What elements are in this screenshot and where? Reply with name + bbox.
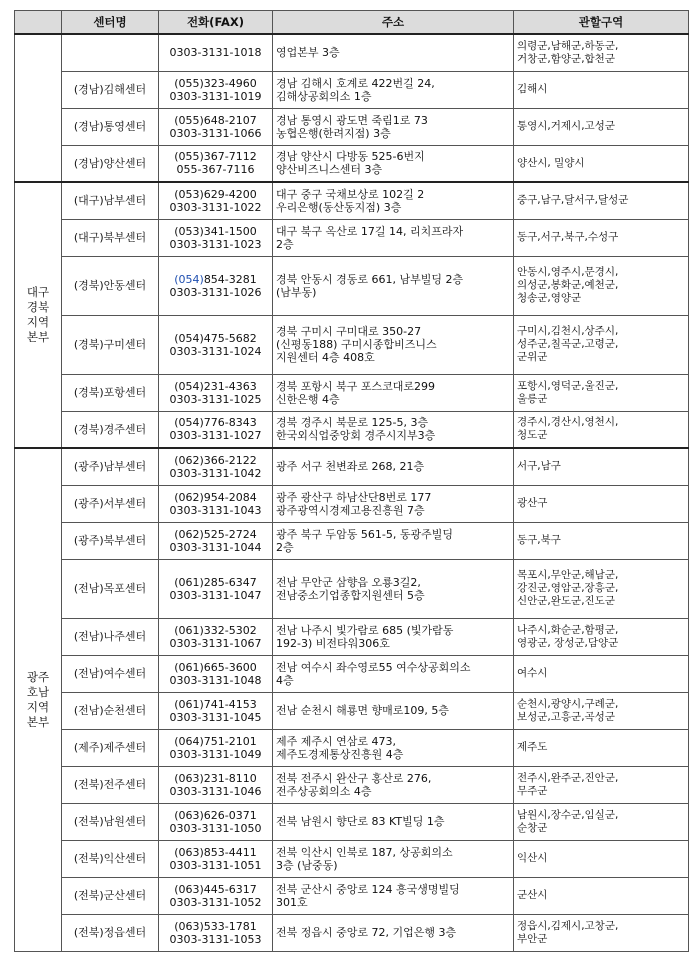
phone-number: (063)626-0371 bbox=[174, 808, 257, 822]
header-jurisdiction: 관할구역 bbox=[514, 11, 689, 35]
phone-line bbox=[162, 46, 269, 59]
phone-line bbox=[162, 454, 269, 467]
phone-cell bbox=[159, 559, 273, 618]
fax-number: 0303-3131-1042 bbox=[169, 466, 262, 480]
address-cell: 전남 무안군 삼향읍 오룡3길2, 전남중소기업종합지원센터 5층 bbox=[273, 559, 514, 618]
address-cell: 경북 경주시 북문로 125-5, 3층 한국외식업중앙회 경주시지부3층 bbox=[273, 411, 514, 448]
fax-number: 0303-3131-1049 bbox=[169, 747, 262, 761]
center-name-cell: (광주)서부센터 bbox=[62, 485, 159, 522]
phone-line bbox=[162, 698, 269, 711]
table-row bbox=[15, 256, 689, 315]
table-row bbox=[15, 655, 689, 692]
fax-number: 0303-3131-1026 bbox=[169, 285, 262, 299]
fax-number: 0303-3131-1019 bbox=[169, 89, 262, 103]
jurisdiction-cell: 김해시 bbox=[514, 71, 689, 108]
jurisdiction-cell: 군산시 bbox=[514, 877, 689, 914]
phone-number: (063)445-6317 bbox=[174, 882, 257, 896]
phone-number: (054)475-5682 bbox=[174, 331, 257, 345]
address-cell: 경남 양산시 다방동 525-6번지 양산비즈니스센터 3층 bbox=[273, 145, 514, 182]
phone-number: (053)341-1500 bbox=[174, 224, 257, 238]
table-row bbox=[15, 374, 689, 411]
center-name-cell: (경북)포항센터 bbox=[62, 374, 159, 411]
phone-cell bbox=[159, 803, 273, 840]
table-row bbox=[15, 145, 689, 182]
phone-line bbox=[162, 576, 269, 589]
phone-cell bbox=[159, 315, 273, 374]
phone-line bbox=[162, 380, 269, 393]
phone-line bbox=[162, 332, 269, 345]
center-name-cell: (전남)나주센터 bbox=[62, 618, 159, 655]
jurisdiction-cell: 익산시 bbox=[514, 840, 689, 877]
phone-line bbox=[162, 846, 269, 859]
phone-cell bbox=[159, 34, 273, 71]
phone-cell bbox=[159, 729, 273, 766]
table-row bbox=[15, 914, 689, 951]
address-cell: 경북 구미시 구미대로 350-27 (신평동188) 구미시종합비즈니스 지원센터 4층 408호 bbox=[273, 315, 514, 374]
fax-number: 0303-3131-1045 bbox=[169, 710, 262, 724]
table-row bbox=[15, 71, 689, 108]
fax-number: 0303-3131-1046 bbox=[169, 784, 262, 798]
fax-number: 0303-3131-1024 bbox=[169, 344, 262, 358]
fax-number: 0303-3131-1048 bbox=[169, 673, 262, 687]
phone-number: (055)323-4960 bbox=[174, 76, 257, 90]
center-name-cell: (광주)북부센터 bbox=[62, 522, 159, 559]
phone-number: (053)629-4200 bbox=[174, 187, 257, 201]
phone-cell bbox=[159, 655, 273, 692]
jurisdiction-cell: 경주시,경산시,영천시, 청도군 bbox=[514, 411, 689, 448]
address-cell: 전남 나주시 빛가람로 685 (빛가람동 192-3) 비전타워306호 bbox=[273, 618, 514, 655]
address-cell: 전북 정읍시 중앙로 72, 기업은행 3층 bbox=[273, 914, 514, 951]
table-row bbox=[15, 315, 689, 374]
address-cell: 대구 중구 국채보상로 102길 2 우리은행(동산동지점) 3층 bbox=[273, 182, 514, 219]
address-cell: 전북 전주시 완산구 홍산로 276, 전주상공회의소 4층 bbox=[273, 766, 514, 803]
region-cell bbox=[15, 34, 62, 182]
table-body bbox=[15, 34, 689, 951]
center-name-cell: (전남)목포센터 bbox=[62, 559, 159, 618]
phone-cell bbox=[159, 522, 273, 559]
jurisdiction-cell: 동구,북구 bbox=[514, 522, 689, 559]
center-name-cell: (경남)양산센터 bbox=[62, 145, 159, 182]
phone-number: (054)231-4363 bbox=[174, 379, 257, 393]
phone-line bbox=[162, 528, 269, 541]
table-row bbox=[15, 559, 689, 618]
phone-line bbox=[162, 77, 269, 90]
phone-cell bbox=[159, 108, 273, 145]
address-cell: 경남 통영시 광도면 죽림1로 73 농협은행(한려지점) 3층 bbox=[273, 108, 514, 145]
address-cell: 전남 순천시 해룡면 향매로109, 5층 bbox=[273, 692, 514, 729]
table-row bbox=[15, 618, 689, 655]
jurisdiction-cell: 순천시,광양시,구례군, 보성군,고흥군,곡성군 bbox=[514, 692, 689, 729]
header-region bbox=[15, 11, 62, 35]
jurisdiction-cell: 정읍시,김제시,고창군, 부안군 bbox=[514, 914, 689, 951]
phone-line bbox=[162, 920, 269, 933]
header-center: 센터명 bbox=[62, 11, 159, 35]
jurisdiction-cell: 포항시,영덕군,울진군, 울릉군 bbox=[514, 374, 689, 411]
phone-line bbox=[162, 225, 269, 238]
fax-number: 0303-3131-1044 bbox=[169, 540, 262, 554]
address-cell: 경남 김해시 호계로 422번길 24, 김해상공회의소 1층 bbox=[273, 71, 514, 108]
address-cell: 전북 남원시 향단로 83 KT빌딩 1층 bbox=[273, 803, 514, 840]
phone-line bbox=[162, 114, 269, 127]
phone-number: (054)776-8343 bbox=[174, 416, 257, 430]
table-row bbox=[15, 411, 689, 448]
center-name-cell: (제주)제주센터 bbox=[62, 729, 159, 766]
jurisdiction-cell: 안동시,영주시,문경시, 의성군,봉화군,예천군, 청송군,영양군 bbox=[514, 256, 689, 315]
jurisdiction-cell: 통영시,거제시,고성군 bbox=[514, 108, 689, 145]
table-row bbox=[15, 108, 689, 145]
fax-number: 0303-3131-1066 bbox=[169, 126, 262, 140]
phone-number: (061)741-4153 bbox=[174, 697, 257, 711]
phone-number: (061)332-5302 bbox=[174, 623, 257, 637]
phone-line bbox=[162, 273, 269, 286]
table-row bbox=[15, 219, 689, 256]
phone-number: (055)367-7112 bbox=[174, 150, 257, 164]
fax-number: 0303-3131-1043 bbox=[169, 503, 262, 517]
phone-area-code-link[interactable]: (054) bbox=[174, 272, 204, 286]
fax-number: 0303-3131-1050 bbox=[169, 821, 262, 835]
fax-number: 0303-3131-1052 bbox=[169, 895, 262, 909]
phone-number: (062)954-2084 bbox=[174, 490, 257, 504]
jurisdiction-cell: 구미시,김천시,상주시, 성주군,칠곡군,고령군, 군위군 bbox=[514, 315, 689, 374]
address-cell: 광주 서구 천변좌로 268, 21층 bbox=[273, 448, 514, 485]
fax-number: 0303-3131-1027 bbox=[169, 429, 262, 443]
table-row bbox=[15, 840, 689, 877]
phone-line bbox=[162, 735, 269, 748]
header-address: 주소 bbox=[273, 11, 514, 35]
phone-cell bbox=[159, 182, 273, 219]
fax-number: 0303-3131-1051 bbox=[169, 858, 262, 872]
phone-number: (063)533-1781 bbox=[174, 919, 257, 933]
phone-line bbox=[162, 188, 269, 201]
phone-line bbox=[162, 491, 269, 504]
address-cell: 광주 북구 두암동 561-5, 동광주빌딩 2층 bbox=[273, 522, 514, 559]
phone-cell bbox=[159, 145, 273, 182]
table-row bbox=[15, 766, 689, 803]
phone-cell bbox=[159, 914, 273, 951]
table-header bbox=[15, 11, 689, 35]
center-directory bbox=[14, 10, 688, 952]
jurisdiction-cell: 나주시,화순군,함평군, 영광군, 장성군,담양군 bbox=[514, 618, 689, 655]
phone-cell bbox=[159, 877, 273, 914]
phone-cell bbox=[159, 840, 273, 877]
table-row bbox=[15, 692, 689, 729]
table-row bbox=[15, 34, 689, 71]
phone-number: (061)665-3600 bbox=[174, 660, 257, 674]
phone-number: (062)366-2122 bbox=[174, 453, 257, 467]
center-name-cell: (전북)익산센터 bbox=[62, 840, 159, 877]
center-name-cell: (경북)경주센터 bbox=[62, 411, 159, 448]
jurisdiction-cell: 제주도 bbox=[514, 729, 689, 766]
center-name-cell: (광주)남부센터 bbox=[62, 448, 159, 485]
center-name-cell: (전북)정읍센터 bbox=[62, 914, 159, 951]
table-row bbox=[15, 485, 689, 522]
center-name-cell: (전북)전주센터 bbox=[62, 766, 159, 803]
address-cell: 전북 익산시 인북로 187, 상공회의소 3층 (남중동) bbox=[273, 840, 514, 877]
center-name-cell: (경남)김해센터 bbox=[62, 71, 159, 108]
address-cell: 영업본부 3층 bbox=[273, 34, 514, 71]
phone-number: 854-3281 bbox=[203, 272, 257, 286]
fax-number: 0303-3131-1047 bbox=[169, 588, 262, 602]
center-name-cell: (경북)안동센터 bbox=[62, 256, 159, 315]
address-cell: 경북 안동시 경동로 661, 남부빌딩 2층 (남부동) bbox=[273, 256, 514, 315]
region-cell: 광주 호남 지역 본부 bbox=[15, 448, 62, 951]
phone-number: (064)751-2101 bbox=[174, 734, 257, 748]
fax-number: 0303-3131-1022 bbox=[169, 200, 262, 214]
header-phone: 전화(FAX) bbox=[159, 11, 273, 35]
phone-number: 0303-3131-1018 bbox=[169, 46, 262, 60]
center-name-cell bbox=[62, 34, 159, 71]
fax-number: 0303-3131-1023 bbox=[169, 237, 262, 251]
phone-number: (063)853-4411 bbox=[174, 845, 257, 859]
fax-number: 055-367-7116 bbox=[176, 163, 255, 177]
jurisdiction-cell: 남원시,장수군,임실군, 순창군 bbox=[514, 803, 689, 840]
table-row bbox=[15, 877, 689, 914]
region-cell: 대구 경북 지역 본부 bbox=[15, 182, 62, 448]
jurisdiction-cell: 목포시,무안군,해남군, 강진군,영암군,장흥군, 신안군,완도군,진도군 bbox=[514, 559, 689, 618]
address-cell: 경북 포항시 북구 포스코대로299 신한은행 4층 bbox=[273, 374, 514, 411]
address-cell: 광주 광산구 하남산단8번로 177 광주광역시경제고용진흥원 7층 bbox=[273, 485, 514, 522]
phone-cell bbox=[159, 374, 273, 411]
jurisdiction-cell: 의령군,남해군,하동군, 거창군,함양군,합천군 bbox=[514, 34, 689, 71]
table-row bbox=[15, 522, 689, 559]
phone-cell bbox=[159, 71, 273, 108]
address-cell: 전남 여수시 좌수영로55 여수상공회의소 4층 bbox=[273, 655, 514, 692]
address-cell: 전북 군산시 중앙로 124 흥국생명빌딩 301호 bbox=[273, 877, 514, 914]
phone-line bbox=[162, 416, 269, 429]
fax-number: 0303-3131-1053 bbox=[169, 932, 262, 946]
phone-line bbox=[162, 661, 269, 674]
address-cell: 제주 제주시 연삼로 473, 제주도경제통상진흥원 4층 bbox=[273, 729, 514, 766]
jurisdiction-cell: 여수시 bbox=[514, 655, 689, 692]
phone-cell bbox=[159, 411, 273, 448]
table-row bbox=[15, 729, 689, 766]
jurisdiction-cell: 전주시,완주군,진안군, 무주군 bbox=[514, 766, 689, 803]
phone-line bbox=[162, 772, 269, 785]
center-table bbox=[14, 10, 689, 952]
center-name-cell: (경북)구미센터 bbox=[62, 315, 159, 374]
phone-line bbox=[162, 809, 269, 822]
fax-number: 0303-3131-1067 bbox=[169, 636, 262, 650]
center-name-cell: (전남)순천센터 bbox=[62, 692, 159, 729]
phone-cell bbox=[159, 448, 273, 485]
center-name-cell: (전북)남원센터 bbox=[62, 803, 159, 840]
table-row bbox=[15, 182, 689, 219]
jurisdiction-cell: 광산구 bbox=[514, 485, 689, 522]
phone-cell bbox=[159, 256, 273, 315]
phone-cell bbox=[159, 766, 273, 803]
address-cell: 대구 북구 옥산로 17길 14, 리치프라자 2층 bbox=[273, 219, 514, 256]
phone-number: (055)648-2107 bbox=[174, 113, 257, 127]
phone-number: (063)231-8110 bbox=[174, 771, 257, 785]
center-name-cell: (전남)여수센터 bbox=[62, 655, 159, 692]
center-name-cell: (경남)통영센터 bbox=[62, 108, 159, 145]
fax-number: 0303-3131-1025 bbox=[169, 392, 262, 406]
phone-line bbox=[162, 883, 269, 896]
phone-cell bbox=[159, 618, 273, 655]
phone-line bbox=[162, 624, 269, 637]
center-name-cell: (대구)북부센터 bbox=[62, 219, 159, 256]
phone-number: (061)285-6347 bbox=[174, 575, 257, 589]
center-name-cell: (대구)남부센터 bbox=[62, 182, 159, 219]
phone-line bbox=[162, 150, 269, 163]
table-row bbox=[15, 448, 689, 485]
jurisdiction-cell: 중구,남구,달서구,달성군 bbox=[514, 182, 689, 219]
jurisdiction-cell: 동구,서구,북구,수성구 bbox=[514, 219, 689, 256]
jurisdiction-cell: 양산시, 밀양시 bbox=[514, 145, 689, 182]
phone-cell bbox=[159, 219, 273, 256]
jurisdiction-cell: 서구,남구 bbox=[514, 448, 689, 485]
phone-cell bbox=[159, 692, 273, 729]
table-row bbox=[15, 803, 689, 840]
phone-number: (062)525-2724 bbox=[174, 527, 257, 541]
center-name-cell: (전북)군산센터 bbox=[62, 877, 159, 914]
phone-cell bbox=[159, 485, 273, 522]
